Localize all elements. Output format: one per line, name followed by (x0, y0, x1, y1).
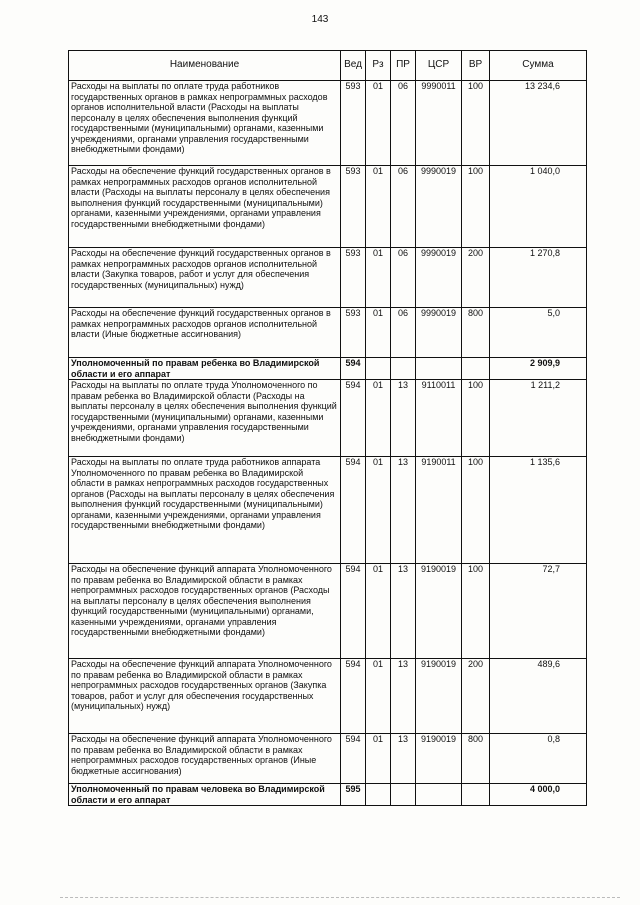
cell-name: Расходы на обеспечение функций аппарата Уполномоченного по правам ребенка во Владимирской области в рамках непрограммных расходов государственных органов (Закупка товаров, работ и услуг для обеспечения государственных (муниципальных) нужд) (69, 659, 341, 734)
cell-csr: 9190019 (416, 734, 462, 784)
cell-vr: 100 (462, 564, 490, 659)
cell-sum: 4 000,0 (490, 784, 587, 806)
cell-sum: 1 211,2 (490, 380, 587, 457)
scan-edge-line (60, 897, 620, 899)
cell-name: Расходы на обеспечение функций государственных органов в рамках непрограммных расходов органов исполнительной власти (Расходы на выплаты персоналу в целях обеспечения выполнения функций государственными (муниципальными) органами, казенными учреждениями, органами управления государственными внебюджетными фондами) (69, 166, 341, 248)
cell-csr (416, 784, 462, 806)
cell-pr: 06 (391, 308, 416, 358)
table-row (69, 380, 587, 457)
column-header-rz: Рз (366, 51, 391, 81)
cell-ved: 593 (341, 81, 366, 166)
table-row (69, 734, 587, 784)
cell-sum: 72,7 (490, 564, 587, 659)
cell-name: Расходы на обеспечение функций аппарата Уполномоченного по правам ребенка во Владимирской области в рамках непрограммных расходов государственных органов (Иные бюджетные ассигнования) (69, 734, 341, 784)
cell-pr: 06 (391, 81, 416, 166)
cell-pr: 06 (391, 248, 416, 308)
cell-sum: 1 270,8 (490, 248, 587, 308)
cell-rz (366, 358, 391, 380)
cell-vr: 100 (462, 380, 490, 457)
cell-ved: 594 (341, 734, 366, 784)
cell-name: Расходы на обеспечение функций государственных органов в рамках непрограммных расходов органов исполнительной власти (Закупка товаров, работ и услуг для обеспечения государственных (муниципальных) нужд) (69, 248, 341, 308)
cell-ved: 593 (341, 248, 366, 308)
cell-csr: 9990011 (416, 81, 462, 166)
cell-csr: 9190019 (416, 564, 462, 659)
cell-pr: 13 (391, 457, 416, 564)
table-row (69, 248, 587, 308)
cell-ved: 594 (341, 457, 366, 564)
cell-rz: 01 (366, 659, 391, 734)
cell-vr: 200 (462, 659, 490, 734)
cell-sum: 0,8 (490, 734, 587, 784)
cell-pr: 13 (391, 380, 416, 457)
cell-csr: 9990019 (416, 166, 462, 248)
cell-rz: 01 (366, 734, 391, 784)
column-header-sum: Сумма (490, 51, 587, 81)
cell-sum: 1 135,6 (490, 457, 587, 564)
cell-rz: 01 (366, 166, 391, 248)
cell-name: Расходы на выплаты по оплате труда работников аппарата Уполномоченного по правам ребенка во Владимирской области в рамках непрограммных расходов государственных органов (Расходы на выплаты персоналу в целях обеспечения выполнения функций государственными (муниципальными) органами, казенными учреждениями, органами управления государственными внебюджетными фондами) (69, 457, 341, 564)
cell-rz: 01 (366, 457, 391, 564)
cell-rz: 01 (366, 308, 391, 358)
table-row (69, 564, 587, 659)
table-body (69, 81, 587, 806)
cell-pr: 13 (391, 564, 416, 659)
cell-pr: 06 (391, 166, 416, 248)
cell-ved: 594 (341, 358, 366, 380)
table-row (69, 659, 587, 734)
cell-csr: 9190011 (416, 457, 462, 564)
table-row (69, 358, 587, 380)
cell-name: Расходы на обеспечение функций аппарата Уполномоченного по правам ребенка во Владимирской области в рамках непрограммных расходов государственных органов (Расходы на выплаты персоналу в целях обеспечения выполнения функций государственными (муниципальными) органами, казенными учреждениями, органами управления государственными внебюджетными фондами) (69, 564, 341, 659)
table-row (69, 457, 587, 564)
column-header-name: Наименование (69, 51, 341, 81)
page-number: 143 (311, 14, 329, 25)
cell-sum: 489,6 (490, 659, 587, 734)
cell-rz: 01 (366, 564, 391, 659)
cell-name: Уполномоченный по правам человека во Владимирской области и его аппарат (69, 784, 341, 806)
cell-pr: 13 (391, 659, 416, 734)
cell-ved: 594 (341, 659, 366, 734)
cell-name: Расходы на выплаты по оплате труда работников государственных органов в рамках непрограммных расходов органов исполнительной власти (Расходы на выплаты персоналу в целях обеспечения выполнения функций государственными (муниципальными) органами, казенными учреждениями, органами управления государственными внебюджетными фондами) (69, 81, 341, 166)
cell-name: Расходы на обеспечение функций государственных органов в рамках непрограммных расходов органов исполнительной власти (Иные бюджетные ассигнования) (69, 308, 341, 358)
budget-table (68, 50, 587, 806)
cell-name: Расходы на выплаты по оплате труда Уполномоченного по правам ребенка во Владимирской области (Расходы на выплаты персоналу в целях обеспечения выполнения функций государственными (муниципальными) органами, казенными учреждениями, органами управления государственными внебюджетными фондами) (69, 380, 341, 457)
cell-sum: 13 234,6 (490, 81, 587, 166)
cell-sum: 1 040,0 (490, 166, 587, 248)
table-header-row (69, 51, 587, 81)
cell-rz (366, 784, 391, 806)
table-row (69, 308, 587, 358)
cell-vr (462, 358, 490, 380)
cell-pr (391, 784, 416, 806)
cell-csr: 9110011 (416, 380, 462, 457)
cell-ved: 594 (341, 564, 366, 659)
cell-vr: 100 (462, 457, 490, 564)
cell-vr (462, 784, 490, 806)
column-header-vr: ВР (462, 51, 490, 81)
cell-rz: 01 (366, 81, 391, 166)
column-header-ved: Вед (341, 51, 366, 81)
cell-name: Уполномоченный по правам ребенка во Владимирской области и его аппарат (69, 358, 341, 380)
cell-csr (416, 358, 462, 380)
table-row (69, 784, 587, 806)
cell-vr: 100 (462, 166, 490, 248)
cell-csr: 9190019 (416, 659, 462, 734)
cell-pr: 13 (391, 734, 416, 784)
cell-sum: 2 909,9 (490, 358, 587, 380)
table-row (69, 81, 587, 166)
cell-vr: 800 (462, 308, 490, 358)
cell-ved: 593 (341, 166, 366, 248)
cell-vr: 100 (462, 81, 490, 166)
column-header-pr: ПР (391, 51, 416, 81)
column-header-csr: ЦСР (416, 51, 462, 81)
cell-pr (391, 358, 416, 380)
table-row (69, 166, 587, 248)
cell-ved: 593 (341, 308, 366, 358)
cell-ved: 594 (341, 380, 366, 457)
cell-csr: 9990019 (416, 248, 462, 308)
cell-ved: 595 (341, 784, 366, 806)
cell-sum: 5,0 (490, 308, 587, 358)
cell-rz: 01 (366, 248, 391, 308)
cell-vr: 200 (462, 248, 490, 308)
cell-vr: 800 (462, 734, 490, 784)
cell-rz: 01 (366, 380, 391, 457)
cell-csr: 9990019 (416, 308, 462, 358)
